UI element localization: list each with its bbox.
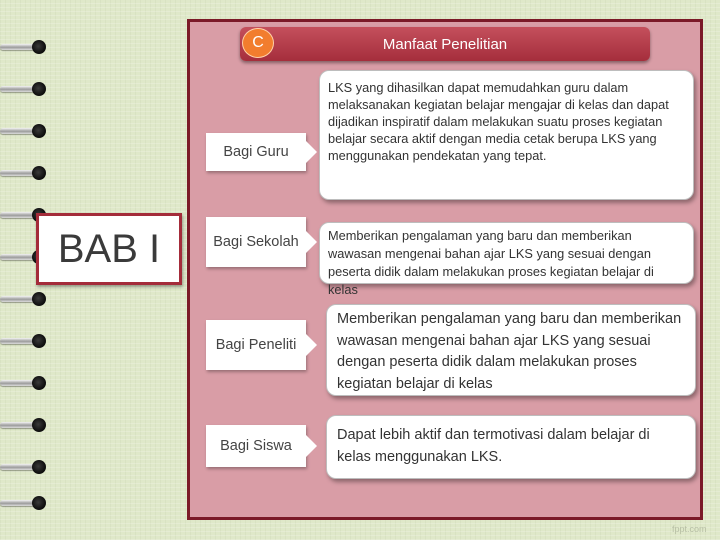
- row-description-guru: LKS yang dihasilkan dapat memudahkan guru dalam melaksanakan kegiatan belajar mengajar di kelas dan dapat dijadikan inspiratif dalam melakukan suatu proses kegiatan belajar secara aktif dengan media cetak berupa LKS yang menggunakan pendekatan yang tepat.: [319, 70, 694, 200]
- arrow-icon: [304, 433, 317, 459]
- spiral-ring: [0, 82, 52, 96]
- row-label-sekolah: Bagi Sekolah: [206, 217, 306, 267]
- watermark: fppt.com: [672, 524, 707, 534]
- arrow-icon: [304, 332, 317, 358]
- chapter-box: [36, 213, 182, 285]
- spiral-ring: [0, 496, 52, 510]
- row-label-guru: Bagi Guru: [206, 133, 306, 171]
- spiral-ring: [0, 376, 52, 390]
- row-label-peneliti: Bagi Peneliti: [206, 320, 306, 370]
- spiral-ring: [0, 334, 52, 348]
- row-description-siswa: Dapat lebih aktif dan termotivasi dalam belajar di kelas menggunakan LKS.: [326, 415, 696, 479]
- chapter-label: BAB I: [39, 216, 179, 282]
- spiral-ring: [0, 460, 52, 474]
- row-description-sekolah: Memberikan pengalaman yang baru dan memberikan wawasan mengenai bahan ajar LKS yang sesuai dengan peserta didik dalam melakukan proses kegiatan belajar di kelas: [319, 222, 694, 284]
- page-title: Manfaat Penelitian: [382, 35, 508, 53]
- spiral-ring: [0, 166, 52, 180]
- spiral-ring: [0, 418, 52, 432]
- spiral-ring: [0, 292, 52, 306]
- section-badge: C: [242, 28, 274, 58]
- row-label-siswa: Bagi Siswa: [206, 425, 306, 467]
- arrow-icon: [304, 139, 317, 165]
- spiral-ring: [0, 40, 52, 54]
- arrow-icon: [304, 229, 317, 255]
- spiral-ring: [0, 124, 52, 138]
- row-description-peneliti: Memberikan pengalaman yang baru dan memberikan wawasan mengenai bahan ajar LKS yang sesuai dengan peserta didik dalam melakukan proses kegiatan belajar di kelas: [326, 304, 696, 396]
